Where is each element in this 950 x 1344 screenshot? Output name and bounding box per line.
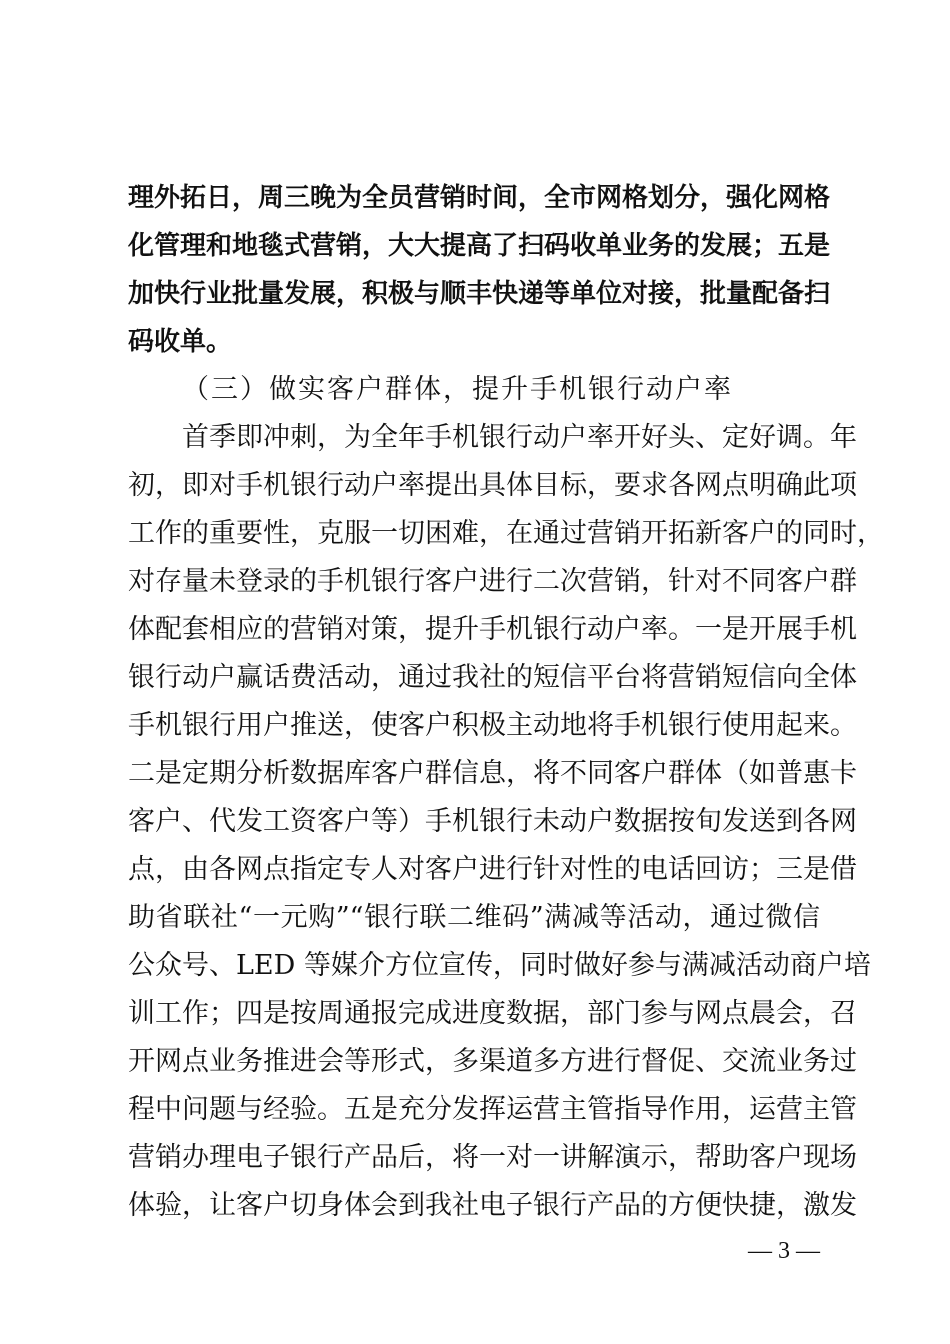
paragraph2-line-5: 体配套相应的营销对策，提升手机银行动户率。一是开展手机 (128, 614, 857, 645)
paragraph1-line-3: 加快行业批量发展，积极与顺丰快递等单位对接，批量配备扫 (128, 279, 831, 309)
paragraph2-line-15: 程中问题与经验。五是充分发挥运营主管指导作用，运营主管 (128, 1094, 857, 1125)
paragraph1-line-4: 码收单。 (128, 327, 233, 357)
paragraph2-line-12: 公众号、LED 等媒介方位宣传，同时做好参与满减活动商户培 (128, 950, 871, 981)
section-heading: （三）做实客户群体，提升手机银行动户率 (182, 374, 733, 405)
paragraph2-line-3: 工作的重要性，克服一切困难，在通过营销开拓新客户的同时， (128, 518, 884, 549)
paragraph2-line-4: 对存量未登录的手机银行客户进行二次营销，针对不同客户群 (128, 566, 857, 597)
paragraph2-line-2: 初，即对手机银行动户率提出具体目标，要求各网点明确此项 (128, 470, 857, 501)
paragraph2-line-14: 开网点业务推进会等形式，多渠道多方进行督促、交流业务过 (128, 1046, 857, 1077)
paragraph2-line-7: 手机银行用户推送，使客户积极主动地将手机银行使用起来。 (128, 710, 857, 741)
paragraph2-line-1: 首季即冲刺，为全年手机银行动户率开好头、定好调。年 (182, 422, 857, 453)
paragraph2-line-17: 体验，让客户切身体会到我社电子银行产品的方便快捷，激发 (128, 1190, 857, 1221)
paragraph2-line-8: 二是定期分析数据库客户群信息，将不同客户群体（如普惠卡 (128, 758, 857, 789)
paragraph2-line-6: 银行动户赢话费活动，通过我社的短信平台将营销短信向全体 (128, 662, 857, 693)
paragraph1-line-2: 化管理和地毯式营销，大大提高了扫码收单业务的发展；五是 (128, 231, 831, 261)
paragraph2-line-10: 点，由各网点指定专人对客户进行针对性的电话回访；三是借 (128, 854, 857, 885)
page-number: — 3 — (748, 1238, 820, 1264)
paragraph2-line-11: 助省联社“一元购”“银行联二维码”满减等活动，通过微信 (128, 902, 820, 933)
paragraph2-line-9: 客户、代发工资客户等）手机银行未动户数据按旬发送到各网 (128, 806, 857, 837)
paragraph1-line-1: 理外拓日，周三晚为全员营销时间，全市网格划分，强化网格 (128, 183, 831, 213)
paragraph2-line-16: 营销办理电子银行产品后，将一对一讲解演示，帮助客户现场 (128, 1142, 857, 1173)
paragraph2-line-13: 训工作；四是按周通报完成进度数据，部门参与网点晨会，召 (128, 998, 857, 1029)
